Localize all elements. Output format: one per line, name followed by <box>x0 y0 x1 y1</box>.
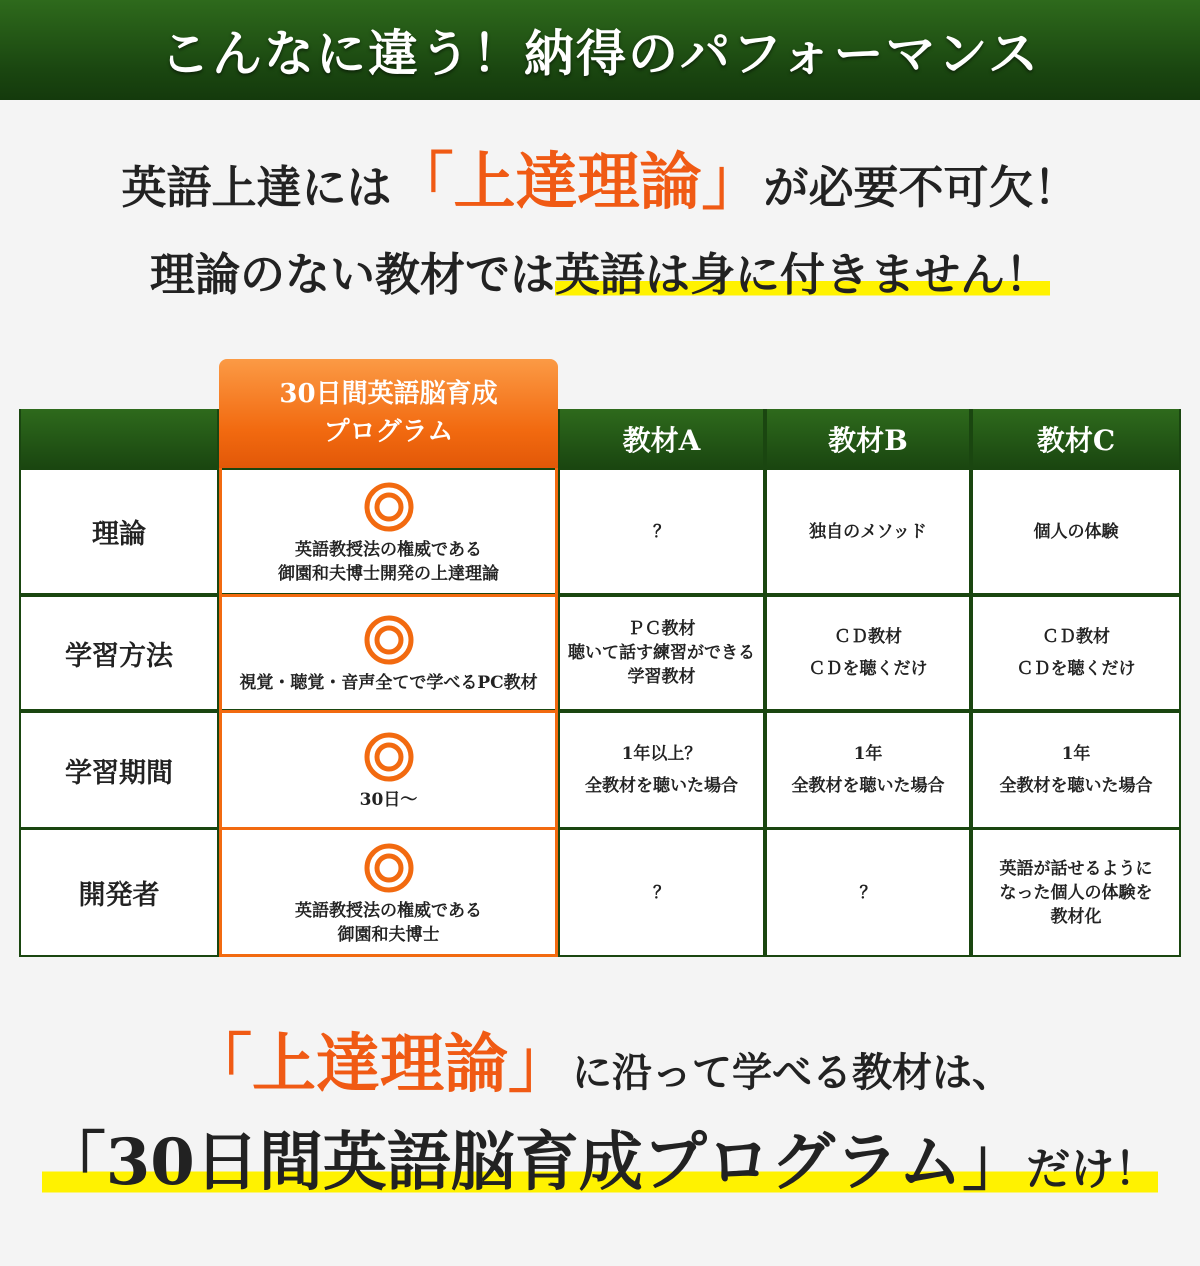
conclusion-1-post: に沿って学べる教材は、 <box>572 1049 1012 1096</box>
cell-text-line: 教材化 <box>1050 906 1102 927</box>
header-banner <box>0 0 1200 100</box>
conclusion-2-main: 「30日間英語脳育成プログラム」 <box>41 1125 1027 1200</box>
program-header-line-2: プログラム <box>323 417 454 447</box>
conclusion-1-accent: 「上達理論」 <box>188 1027 572 1102</box>
material-a-cell <box>560 713 763 827</box>
material-a-cell <box>560 597 763 709</box>
conclusion-line-2 <box>0 1118 1200 1215</box>
program-column-header <box>219 359 558 468</box>
cell-text-line: 全教材を聴いた場合 <box>999 776 1153 796</box>
cell-text-line: 独自のメソッド <box>809 521 927 542</box>
material-c-cell <box>973 470 1179 593</box>
program-row-separator <box>219 710 558 713</box>
row-label-cell <box>21 830 217 955</box>
row-label-cell <box>21 470 217 593</box>
cell-text-line: 個人の体験 <box>1033 521 1119 542</box>
cell-text-line: 全教材を聴いた場合 <box>791 776 945 796</box>
cell-text-line: ？ <box>653 882 670 903</box>
row-label-cell <box>21 713 217 827</box>
double-circle-icon <box>364 482 414 532</box>
cell-text-line: 1年 <box>1061 744 1091 764</box>
conclusion-2-highlight <box>42 1125 1158 1200</box>
program-header-line-1: 30日間英語脳育成 <box>279 379 498 409</box>
double-circle-icon <box>364 615 414 665</box>
header-corner-cell <box>21 409 217 468</box>
program-cell <box>219 830 558 955</box>
headline-line-2 <box>0 235 1200 315</box>
cell-text-line: ＣＤ教材 <box>834 627 902 647</box>
cell-text-line: なった個人の体験を <box>999 882 1153 903</box>
program-row-separator <box>219 594 558 597</box>
headline-line-1 <box>0 142 1200 228</box>
material-a-cell <box>560 830 763 955</box>
cell-text-line: ＣＤを聴くだけ <box>1016 659 1136 679</box>
row-label-cell <box>21 597 217 709</box>
cell-text-line: ？ <box>859 882 877 903</box>
column-header-b: 教材B <box>767 409 969 468</box>
program-row-separator <box>219 827 558 830</box>
column-header-c: 教材C <box>973 409 1179 468</box>
material-b-cell <box>767 713 969 827</box>
cell-text-line: 30日～ <box>359 790 418 810</box>
material-b-cell <box>767 470 969 593</box>
cell-text-line: 全教材を聴いた場合 <box>585 776 738 796</box>
material-b-cell <box>767 597 969 709</box>
cell-text-line: 英語が話せるように <box>999 858 1153 879</box>
cell-text-line: 御園和夫博士 <box>337 924 440 945</box>
material-c-cell <box>973 830 1179 955</box>
column-header-a: 教材A <box>560 409 763 468</box>
cell-text-line: 視覚・聴覚・音声全てで学べるPC教材 <box>239 673 538 693</box>
program-cell <box>219 597 558 709</box>
row-label: 学習方法 <box>65 640 173 672</box>
headline-1-accent: 「上達理論」 <box>391 145 764 218</box>
conclusion-line-1 <box>0 1020 1200 1118</box>
cell-text-line: 英語教授法の権威である <box>295 900 482 921</box>
material-b-cell <box>767 830 969 955</box>
cell-text-line: ？ <box>653 521 670 542</box>
double-circle-icon <box>364 843 414 893</box>
cell-text-line: ＰＣ教材 <box>627 619 696 639</box>
material-c-cell <box>973 713 1179 827</box>
cell-text-line: 御園和夫博士開発の上達理論 <box>278 563 499 584</box>
cell-text-line: 英語教授法の権威である <box>295 539 482 560</box>
cell-text-line: 学習教材 <box>627 667 696 687</box>
conclusion-2-tail: だけ！ <box>1026 1144 1159 1195</box>
material-c-cell <box>973 597 1179 709</box>
page-title: こんなに違う！納得のパフォーマンス <box>160 24 1040 83</box>
program-cell <box>219 713 558 827</box>
row-label: 学習期間 <box>65 757 173 789</box>
cell-text-line: 聴いて話す練習ができる <box>568 643 755 663</box>
cell-text-line: 1年以上？ <box>621 744 702 764</box>
cell-text-line: ＣＤ教材 <box>1042 627 1110 647</box>
headline-1-post: が必要不可欠！ <box>763 161 1079 214</box>
cell-text-line: 1年 <box>853 744 883 764</box>
cell-text-line: ＣＤを聴くだけ <box>808 659 928 679</box>
material-a-cell <box>560 470 763 593</box>
row-label: 理論 <box>92 519 146 550</box>
double-circle-icon <box>364 732 414 782</box>
row-label: 開発者 <box>78 880 160 911</box>
headline-1-pre: 英語上達には <box>121 161 392 214</box>
headline-2-highlight: 英語は身に付きません！ <box>555 248 1051 301</box>
program-cell <box>219 470 558 593</box>
headline-2-pre: 理論のない教材では <box>149 248 555 301</box>
